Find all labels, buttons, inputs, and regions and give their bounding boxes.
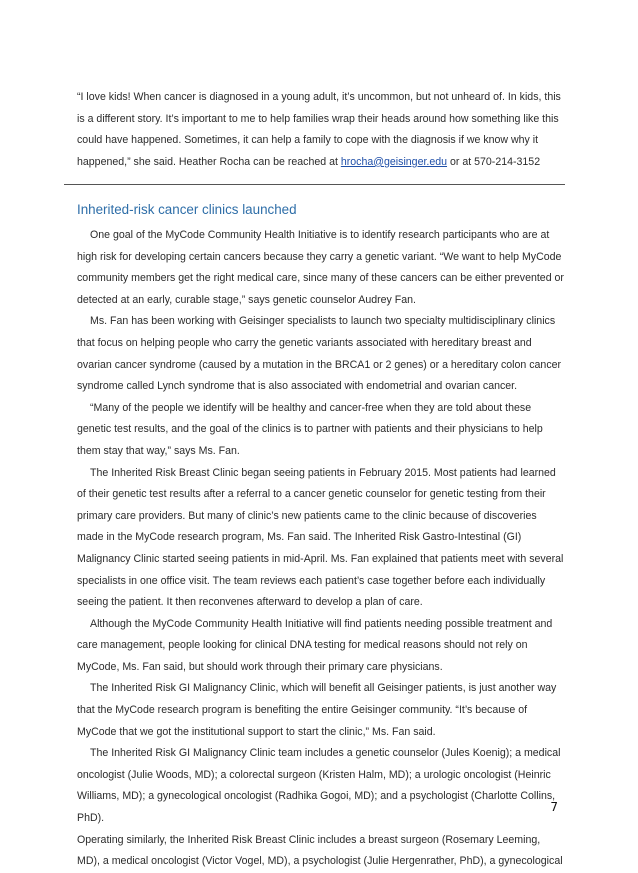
article-paragraph: The Inherited Risk GI Malignancy Clinic team includes a genetic counselor (Jules Koenig); a medical oncologist (Julie Woods, MD); a colorectal surgeon (Kristen Halm, MD); a urologic oncologist (Heinric Williams, MD); a gynecological oncologist (Radhika Gogoi, MD); and a psychologist (Charlotte Collins, PhD). <box>77 747 561 825</box>
section-divider <box>64 184 565 185</box>
intro-quote <box>77 87 565 173</box>
article-paragraph-final: Operating similarly, the Inherited Risk Breast Clinic includes a breast surgeon (Rosemary Leeming, MD), a medical oncologist (Victor Vogel, MD), a psychologist (Julie Hergenrather, PhD), a gynecological <box>77 833 563 868</box>
article-paragraph: The Inherited Risk GI Malignancy Clinic, which will benefit all Geisinger patients, is just another way that the MyCode research program is benefiting the entire Geisinger community. “It’s because of MyCode that we got the institutional support to start the clinic,” Ms. Fan said. <box>77 682 557 738</box>
intro-paragraph <box>77 87 565 173</box>
page-number: 7 <box>550 800 558 814</box>
article-paragraph: The Inherited Risk Breast Clinic began seeing patients in February 2015. Most patients had learned of their genetic test results after a referral to a cancer genetic counselor for genetic testing from their primary care providers. But many of clinic’s new patients came to the clinic because of discoveries made in the MyCode research program, Ms. Fan said. The Inherited Risk Gastro-Intestinal (GI) Malignancy Clinic started seeing patients in mid-April. Ms. Fan explained that patients meet with several specialists in one office visit. The team reviews each patient’s case together before each individually seeing the patient. It then reconvenes afterward to develop a plan of care. <box>77 466 564 609</box>
article-paragraph: One goal of the MyCode Community Health Initiative is to identify research participants who are at high risk for developing certain cancers because they carry a genetic variant. “We want to help MyCode community members get the right medical care, since many of these cancers can be either prevented or detected at an early, curable stage,” says genetic counselor Audrey Fan. <box>77 229 564 306</box>
intro-text: “I love kids! When cancer is diagnosed in a young adult, it’s uncommon, but not unheard of. In kids, this is a different story. It’s important to me to help families wrap their heads around how something like this could have happened. Sometimes, it can help a family to cope with the diagnosis if we know why it happened,” she said. Heather Rocha can be reached at <box>77 91 561 168</box>
section-heading: Inherited-risk cancer clinics launched <box>77 202 297 217</box>
article-paragraph: Although the MyCode Community Health Initiative will find patients needing possible treatment and care management, people looking for clinical DNA testing for medical reasons should not rely on MyCode, Ms. Fan said, but should work through their primary care physicians. <box>77 617 553 673</box>
intro-phone-text: or at 570-214-3152 <box>447 155 541 168</box>
article-body <box>77 225 565 873</box>
article-paragraph: Ms. Fan has been working with Geisinger specialists to launch two specialty multidisciplinary clinics that focus on helping people who carry the genetic variants associated with hereditary breast and ovarian cancer syndrome (caused by a mutation in the BRCA1 or 2 genes) or a hereditary colon cancer syndrome called Lynch syndrome that is also associated with endometrial and ovarian cancer. <box>77 315 562 393</box>
email-link[interactable]: hrocha@geisinger.edu <box>340 155 448 168</box>
article-paragraph: “Many of the people we identify will be healthy and cancer-free when they are told about these genetic test results, and the goal of the clinics is to partner with patients and their physicians to help them stay that way,” says Ms. Fan. <box>77 401 543 457</box>
